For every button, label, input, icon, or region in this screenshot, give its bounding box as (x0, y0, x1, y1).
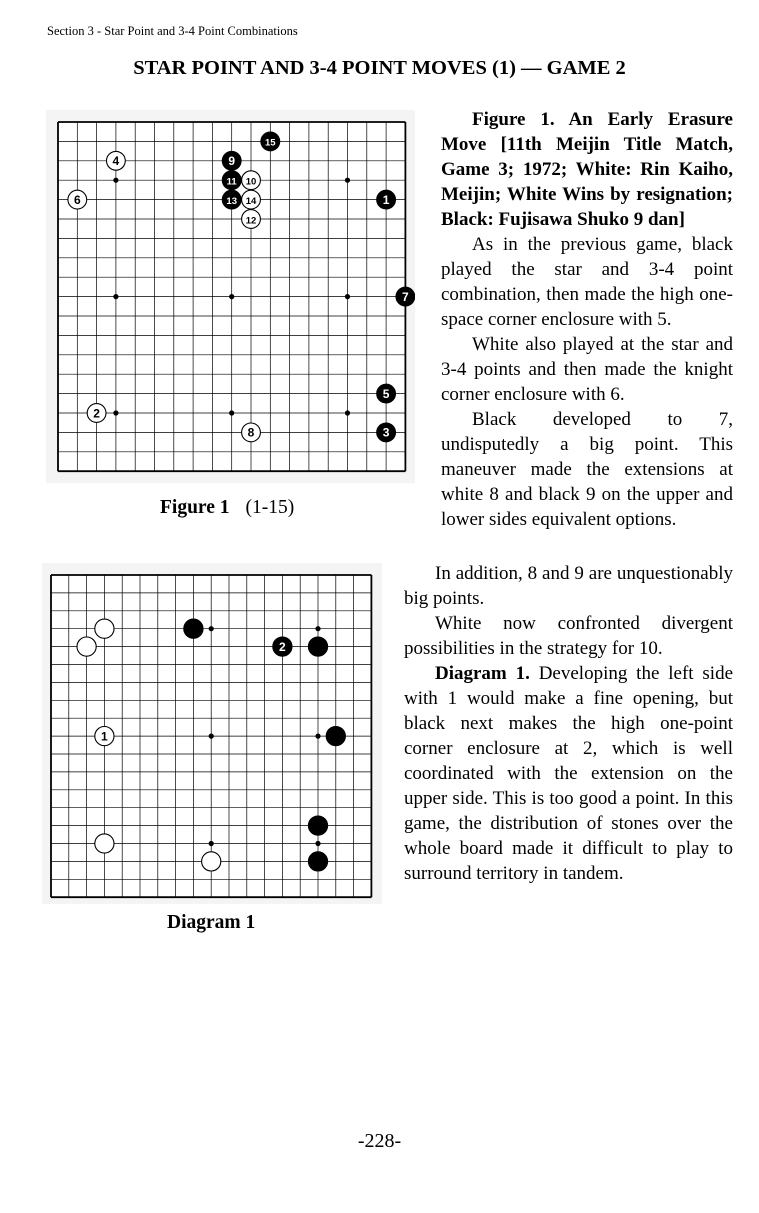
diagram-1-star-point (315, 841, 320, 846)
figure-1-star-point (229, 410, 234, 415)
paragraph-1: As in the previous game, black played the star and 3-4 point combination, then made the high one-space corner enclosure with 5. (441, 234, 733, 330)
paragraph-6-body: Developing the left side with 1 would make a fine opening, but black next makes the high one-point corner enclosure at 2, which is well coordinated with the extension on the upper side. This is too good a point. In this game, the distribution of stones over the whole board made it difficult to play to surround territory in tandem. (404, 663, 734, 884)
diagram-1-stone-black-2 (273, 637, 292, 656)
diagram-1-star-point (315, 734, 320, 739)
figure-1-stone-black-7 (396, 287, 415, 306)
figure-1-stone-label: 10 (245, 176, 257, 188)
figure-1-stone-label: 1 (382, 192, 390, 207)
figure-1-stone-black-15 (261, 132, 280, 151)
figure-1-stone-label: 8 (247, 425, 255, 440)
diagram-1-stone-white (95, 834, 114, 853)
page-number: -228- (357, 1130, 402, 1152)
figure-1-stone-black-13 (222, 190, 241, 209)
diagram-1-star-point (209, 734, 214, 739)
diagram-1-stone-label: 1 (101, 729, 108, 744)
section-header: Section 3 - Star Point and 3-4 Point Combinations (47, 24, 298, 38)
figure-1-stone-label: 4 (112, 154, 120, 169)
diagram-1-caption: Diagram 1 (167, 912, 256, 933)
right-text-column (441, 107, 733, 532)
diagram-1-go-board (42, 558, 382, 904)
figure-1-stone-label: 11 (226, 176, 237, 188)
paragraph-2: White also played at the star and 3-4 points and then made the knight corner enclosure with 6. (441, 334, 733, 405)
figure-1-heading: Figure 1. An Early Erasure Move [11th Meijin Title Match, Game 3; 1972; White: Rin Kaiho, Meijin; White Wins by resignation; Black: Fujisawa Shuko 9 dan] (441, 109, 733, 230)
diagram-1-stone-white (95, 619, 114, 638)
figure-1-caption (160, 497, 294, 519)
diagram-1-stone-white (202, 852, 221, 871)
figure-1-stone-label: 6 (73, 192, 81, 207)
diagram-1-lead: Diagram 1. (435, 663, 530, 684)
diagram-1-stone-label: 2 (279, 639, 286, 654)
page-title: STAR POINT AND 3-4 POINT MOVES (1) — GAME 2 (133, 57, 626, 79)
diagram-1-stone-black (184, 619, 203, 638)
paragraph-3: Black developed to 7, undisputedly a big point. This maneuver made the extensions at white 8 and black 9 on the upper and lower sides equivalent options. (441, 409, 733, 530)
figure-1-stone-label: 2 (93, 406, 100, 421)
diagram-1-stone-black (308, 816, 327, 835)
figure-1-go-board (43, 108, 415, 488)
figure-1-star-point (229, 294, 234, 299)
figure-1-stone-white-4 (107, 151, 126, 170)
diagram-1-stone-black (308, 852, 327, 871)
diagram-1-star-point (315, 626, 320, 631)
figure-1-stone-black-3 (377, 423, 396, 442)
figure-1-stone-white-14 (242, 190, 261, 209)
figure-1-stone-label: 12 (245, 215, 257, 227)
figure-1-stone-white-6 (68, 190, 87, 209)
figure-1-stone-black-11 (222, 171, 241, 190)
figure-1-stone-black-1 (377, 190, 396, 209)
figure-1-stone-label: 3 (382, 425, 390, 440)
paragraph-5: White now confronted divergent possibilities in the strategy for 10. (404, 613, 733, 659)
figure-1-caption-range: (1-15) (245, 497, 295, 518)
figure-1-stone-label: 14 (245, 195, 257, 207)
figure-1-stone-label: 7 (402, 289, 409, 304)
figure-1-stone-label: 9 (228, 154, 236, 169)
diagram-1-stone-white (77, 637, 96, 656)
figure-1-star-point (113, 178, 118, 183)
figure-1-star-point (345, 294, 350, 299)
diagram-1-stone-black (308, 637, 327, 656)
figure-1-star-point (345, 178, 350, 183)
figure-1-star-point (113, 294, 118, 299)
diagram-1-star-point (209, 626, 214, 631)
figure-1-star-point (113, 410, 118, 415)
figure-1-stone-label: 13 (226, 195, 237, 207)
paragraph-4: In addition, 8 and 9 are unquestionably big points. (404, 563, 733, 609)
figure-1-caption-label: Figure 1 (160, 497, 230, 518)
figure-1-stone-white-8 (242, 423, 261, 442)
figure-1-stone-white-12 (242, 210, 261, 229)
figure-1-stone-black-5 (377, 384, 396, 403)
figure-1-stone-label: 15 (265, 137, 276, 149)
figure-1-stone-black-9 (222, 151, 241, 170)
figure-1-stone-white-2 (87, 404, 106, 423)
diagram-1-stone-black (326, 727, 345, 746)
diagram-1-star-point (209, 841, 214, 846)
figure-1-star-point (345, 410, 350, 415)
lower-text-block (404, 561, 733, 886)
figure-1-stone-white-10 (242, 171, 261, 190)
figure-1-stone-label: 5 (382, 386, 390, 401)
diagram-1-stone-white-1 (95, 727, 114, 746)
paragraph-6 (404, 661, 733, 886)
